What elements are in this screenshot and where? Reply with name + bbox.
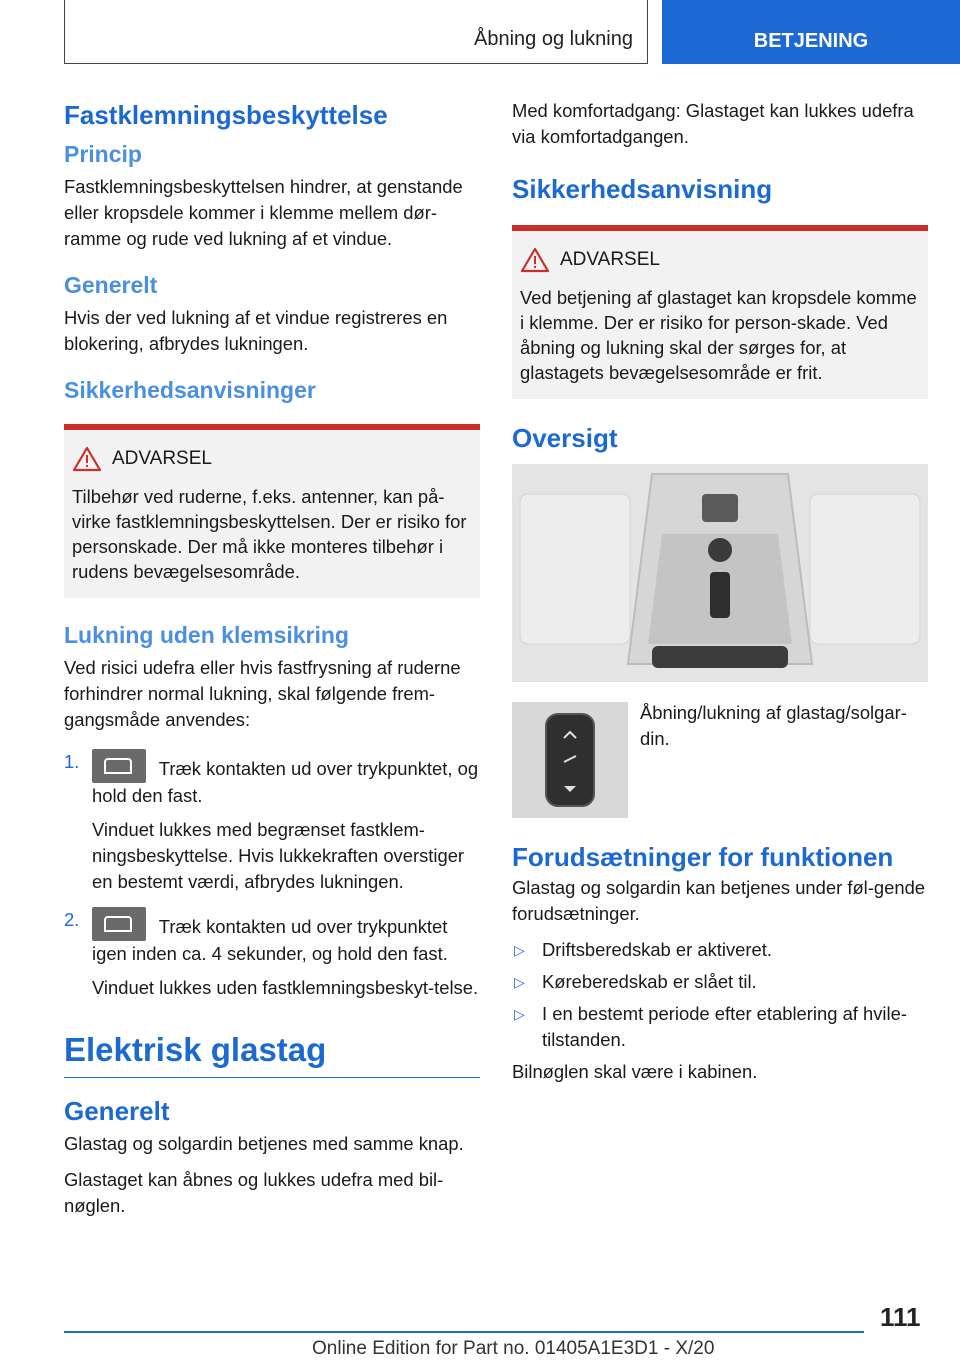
warning-label-left: ADVARSEL — [112, 448, 212, 469]
text-glastag-1: Glastag og solgardin betjenes med samme knap. — [64, 1133, 464, 1154]
heading-sikkerhedsanvisninger: Sikkerhedsanvisninger — [64, 377, 316, 403]
heading-forudsaetninger: Forudsætninger for funktionen — [512, 842, 894, 872]
text-princip: Fastklemningsbeskyttelsen hindrer, at genstande eller kropsdele kommer i klemme mellem dør-ramme og rude ved lukning af et vindue. — [64, 176, 463, 249]
roof-switch-thumbnail — [512, 702, 628, 818]
thumbnail-caption: Åbning/lukning af glastag/solgar-din. — [640, 702, 907, 749]
header-frame — [64, 0, 648, 64]
warning-title-right — [520, 247, 920, 273]
roof-switch-illustration — [512, 702, 628, 818]
step-subtext: Vinduet lukkes uden fastklemningsbeskyt-telse. — [92, 977, 479, 998]
step-number: 1. — [64, 751, 80, 772]
warning-box-right — [512, 225, 928, 399]
text-komfortadgang: Med komfortadgang: Glastaget kan lukkes udefra via komfortadgangen. — [512, 100, 914, 147]
text-lukning: Ved risici udefra eller hvis fastfrysning af ruderne forhindrer normal lukning, skal følgende frem-gangsmåde anvendes: — [64, 657, 461, 730]
triangle-bullet-icon: ▷ — [514, 1006, 525, 1022]
step-text: Træk kontakten ud over trykpunktet, og hold den fast. — [92, 758, 479, 806]
list-item: ▷ Driftsberedskab er aktiveret. — [512, 937, 928, 963]
footer-divider — [64, 1331, 864, 1333]
list-item: ▷ I en bestemt periode efter etablering af hvile-tilstanden. — [514, 1003, 907, 1050]
text-bilnogle: Bilnøglen skal være i kabinen. — [512, 1061, 758, 1082]
text-forudsaetninger: Glastag og solgardin kan betjenes under føl-gende forudsætninger. — [512, 877, 926, 924]
heading-oversigt: Oversigt — [512, 423, 618, 453]
heading-generelt-glastag: Generelt — [64, 1096, 170, 1126]
warning-text-right: Ved betjening af glastaget kan kropsdele komme i klemme. Der er risiko for person-skade. Ved åbning og lukning skal der sørges for, at glastagets bevægelsesområde er frit. — [520, 287, 917, 383]
step-subtext: Vinduet lukkes med begrænset fastklem-ningsbeskyttelse. Hvis lukkekraften overstiger en bestemt værdi, afbrydes lukningen. — [92, 819, 465, 892]
triangle-bullet-icon: ▷ — [514, 942, 525, 958]
step-number: 2. — [64, 909, 80, 930]
heading-generelt: Generelt — [64, 272, 158, 298]
warning-label-right: ADVARSEL — [560, 249, 660, 270]
list-item: ▷ Køreberedskab er slået til. — [512, 969, 928, 995]
footer-edition[interactable]: Online Edition for Part no. 01405A1E3D1 - X/20 — [312, 1338, 715, 1359]
warning-triangle-icon — [72, 446, 102, 472]
warning-text-left: Tilbehør ved ruderne, f.eks. antenner, kan på-virke fastklemningsbeskyttelsen. Der er risiko for personskade. Der må ikke monteres tilbehør i rudens bevægelsesområde. — [72, 486, 467, 582]
warning-triangle-icon — [520, 247, 550, 273]
heading-fastklemning: Fastklemningsbeskyttelse — [64, 100, 388, 130]
triangle-bullet-icon: ▷ — [514, 974, 525, 990]
header-section-title: Åbning og lukning — [473, 28, 633, 50]
heading-princip: Princip — [64, 141, 142, 167]
right-column — [512, 98, 928, 1095]
warning-title-left — [72, 446, 472, 472]
heading-lukning: Lukning uden klemsikring — [64, 622, 349, 648]
heading-elektrisk-glastag: Elektrisk glastag — [64, 1031, 480, 1078]
window-switch-icon — [92, 907, 146, 941]
step-2 — [64, 907, 480, 1001]
thumbnail-row — [512, 702, 928, 818]
page-number: 111 — [880, 1302, 921, 1332]
window-switch-icon — [92, 749, 146, 783]
text-glastag-2: Glastaget kan åbnes og lukkes udefra med bil-nøglen. — [64, 1169, 444, 1216]
warning-box-left — [64, 424, 480, 598]
header-chapter-tab[interactable]: BETJENING — [662, 0, 960, 64]
roof-console-photo — [512, 464, 928, 682]
step-text: Træk kontakten ud over trykpunktet igen inden ca. 4 sekunder, og hold den fast. — [92, 916, 448, 964]
step-1 — [64, 749, 480, 895]
roof-console-illustration — [512, 464, 928, 682]
heading-sikkerhedsanvisning: Sikkerhedsanvisning — [512, 174, 773, 204]
text-generelt: Hvis der ved lukning af et vindue registreres en blokering, afbrydes lukningen. — [64, 307, 448, 354]
left-column — [64, 100, 480, 1229]
